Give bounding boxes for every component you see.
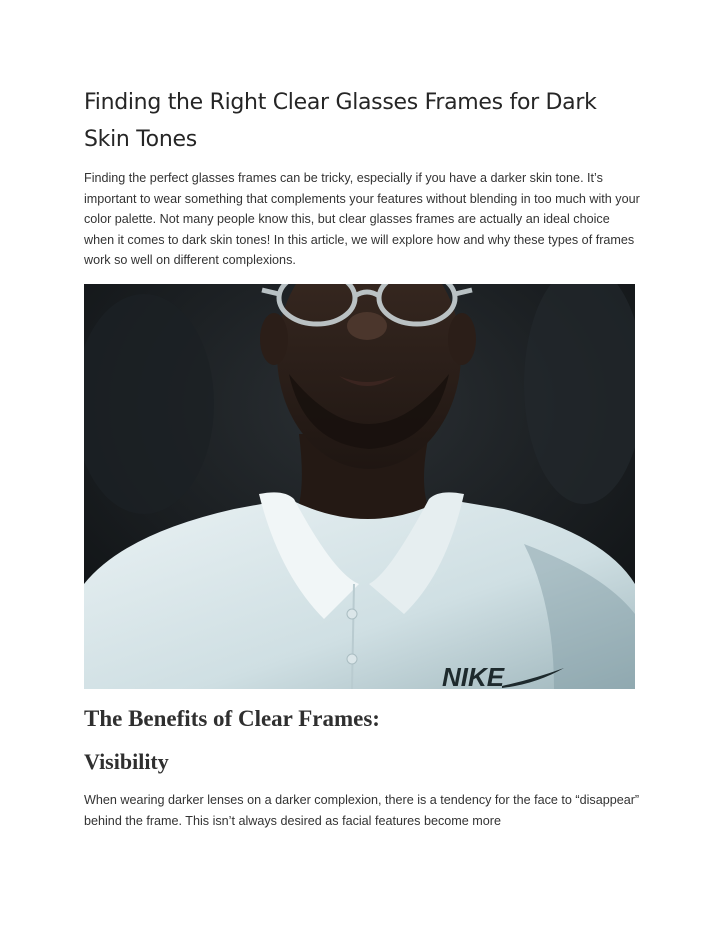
nike-logo-text: NIKE [442, 662, 505, 689]
intro-paragraph: Finding the perfect glasses frames can be tricky, especially if you have a darker skin tone. It’s important to wear something that complements your features without blending in too much with your color palette. Not many people know this, but clear glasses frames are actually an ideal choice when it comes to dark skin tones! In this article, we will explore how and why these types of frames work so well on different complexions. [84, 171, 640, 268]
subsection-paragraph: When wearing darker lenses on a darker complexion, there is a tendency for the face to “disappear” behind the frame. This isn’t always desired as facial features become more [84, 793, 640, 828]
portrait-illustration [84, 284, 635, 689]
hero-photo [84, 284, 635, 689]
section-heading: The Benefits of Clear Frames: [84, 706, 380, 731]
subsection-heading: Visibility [84, 749, 169, 774]
page-title: Finding the Right Clear Glasses Frames for Dark Skin Tones [84, 90, 597, 152]
